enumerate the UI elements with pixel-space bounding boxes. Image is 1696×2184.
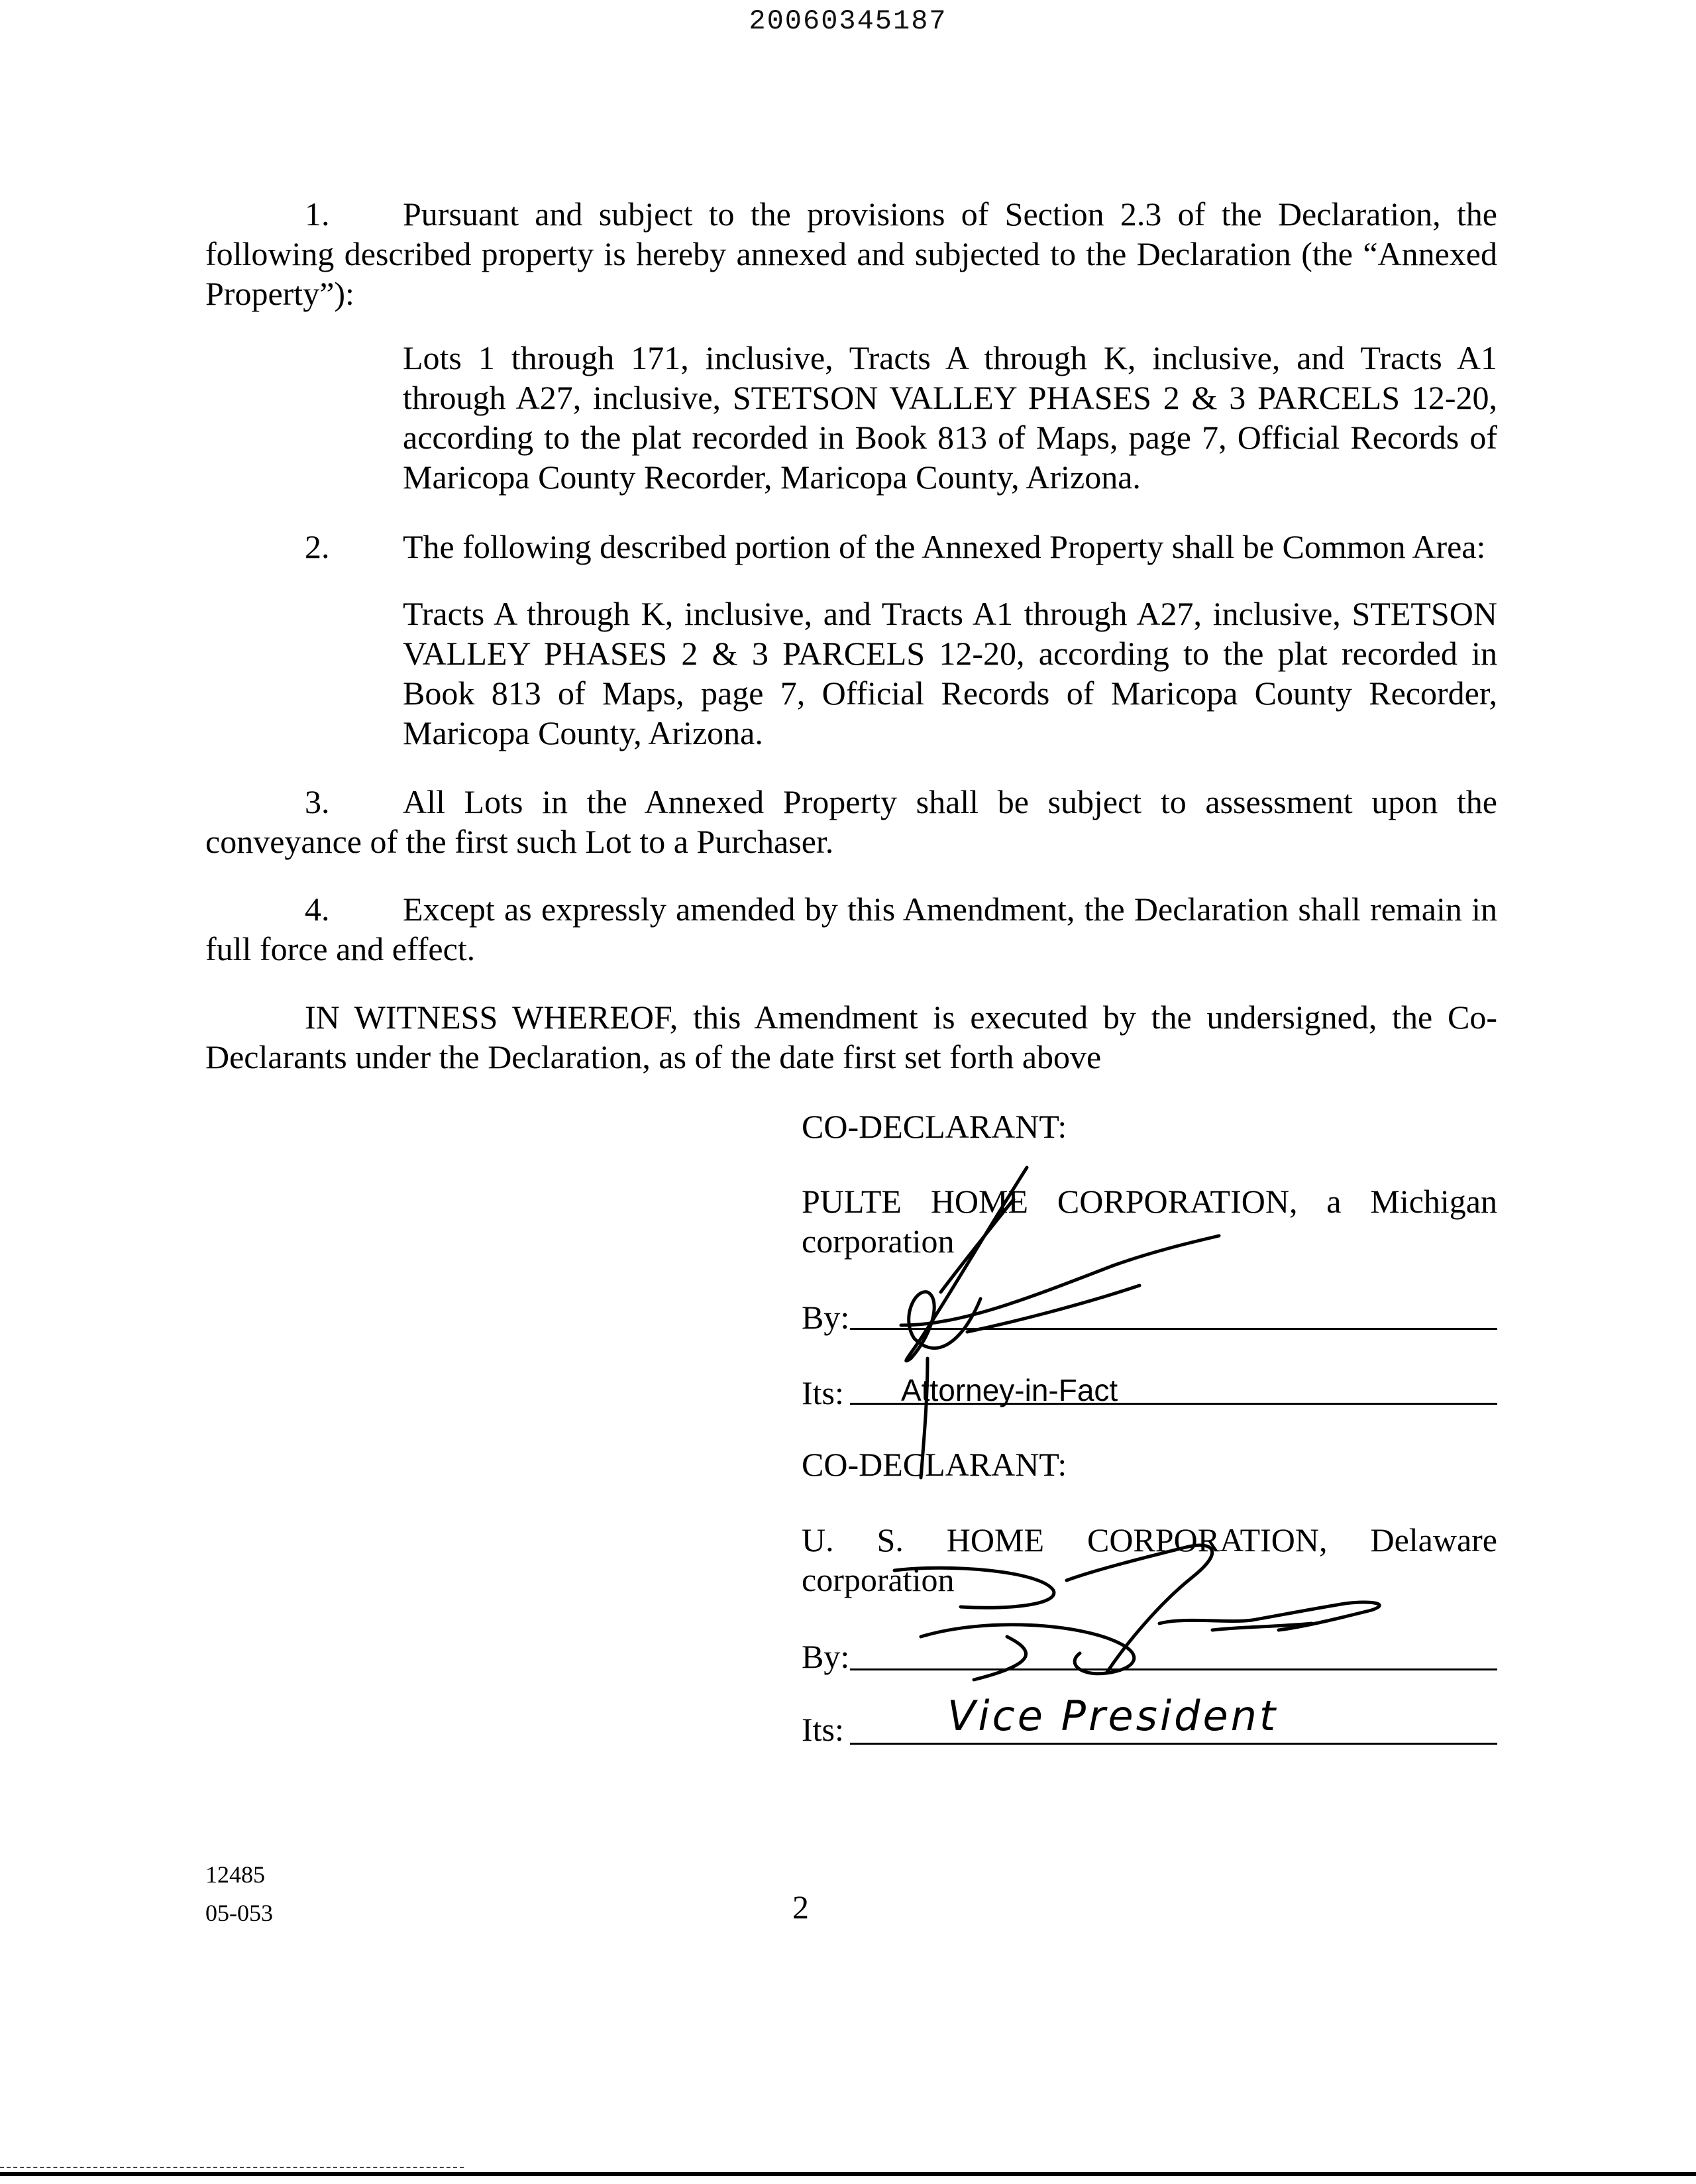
its-line [850, 1743, 1497, 1745]
co-declarant-heading: CO-DECLARANT: [802, 1446, 1067, 1483]
page-number: 2 [792, 1888, 809, 1926]
scan-edge-line [0, 2172, 1696, 2176]
its-label: Its: [802, 1374, 844, 1411]
co-declarant-entity: U. S. HOME CORPORATION, Delaware corporation [802, 1521, 1497, 1598]
paragraph-2-text: The following described portion of the Annexed Property shall be Common Area: [403, 528, 1486, 565]
signature-ushome [881, 1531, 1411, 1690]
its-title-value-handwritten: Vice President [947, 1692, 1279, 1740]
scan-edge-dashed [0, 2167, 464, 2168]
its-label: Its: [802, 1711, 844, 1748]
its-title-value: Attorney-in-Fact [901, 1373, 1118, 1407]
annexed-property-description: Lots 1 through 171, inclusive, Tracts A through K, inclusive, and Tracts A1 through A27, inclusive, STETSON VALLEY PHASES 2 & 3 PARCELS 12-20, according to the plat recorded in Book 813 of Maps, page 7, Official Records of Maricopa County Recorder, Maricopa County, Arizona. [403, 339, 1497, 496]
co-declarant-entity: PULTE HOME CORPORATION, a Michigan corporation [802, 1183, 1497, 1260]
signature-pulte [861, 1166, 1259, 1484]
footer-code-2: 05-053 [205, 1900, 273, 1926]
document-number: 20060345187 [749, 5, 947, 37]
paragraph-3-number: 3. [305, 783, 330, 820]
witness-clause: IN WITNESS WHEREOF, this Amendment is executed by the undersigned, the Co-Declarants under the Declaration, as of the date first set forth above [205, 999, 1497, 1075]
paragraph-3-text: All Lots in the Annexed Property shall be subject to assessment upon the conveyance of the first such Lot to a Purchaser. [205, 783, 1497, 860]
paragraph-4-text: Except as expressly amended by this Amendment, the Declaration shall remain in full force and effect. [205, 891, 1497, 967]
footer-code-1: 12485 [205, 1861, 265, 1888]
by-label: By: [802, 1299, 850, 1336]
paragraph-2-number: 2. [305, 528, 330, 565]
paragraph-1-text: Pursuant and subject to the provisions of Section 2.3 of the Declaration, the following described property is hereby annexed and subjected to the Declaration (the “Annexed Property”): [205, 195, 1497, 312]
by-label: By: [802, 1638, 850, 1675]
common-area-description: Tracts A through K, inclusive, and Tracts A1 through A27, inclusive, STETSON VALLEY PHASES 2 & 3 PARCELS 12-20, according to the plat recorded in Book 813 of Maps, page 7, Official Records of Maricopa County Recorder, Maricopa County, Arizona. [403, 595, 1497, 751]
co-declarant-heading: CO-DECLARANT: [802, 1108, 1067, 1145]
paragraph-1-number: 1. [305, 195, 330, 233]
paragraph-4-number: 4. [305, 891, 330, 928]
